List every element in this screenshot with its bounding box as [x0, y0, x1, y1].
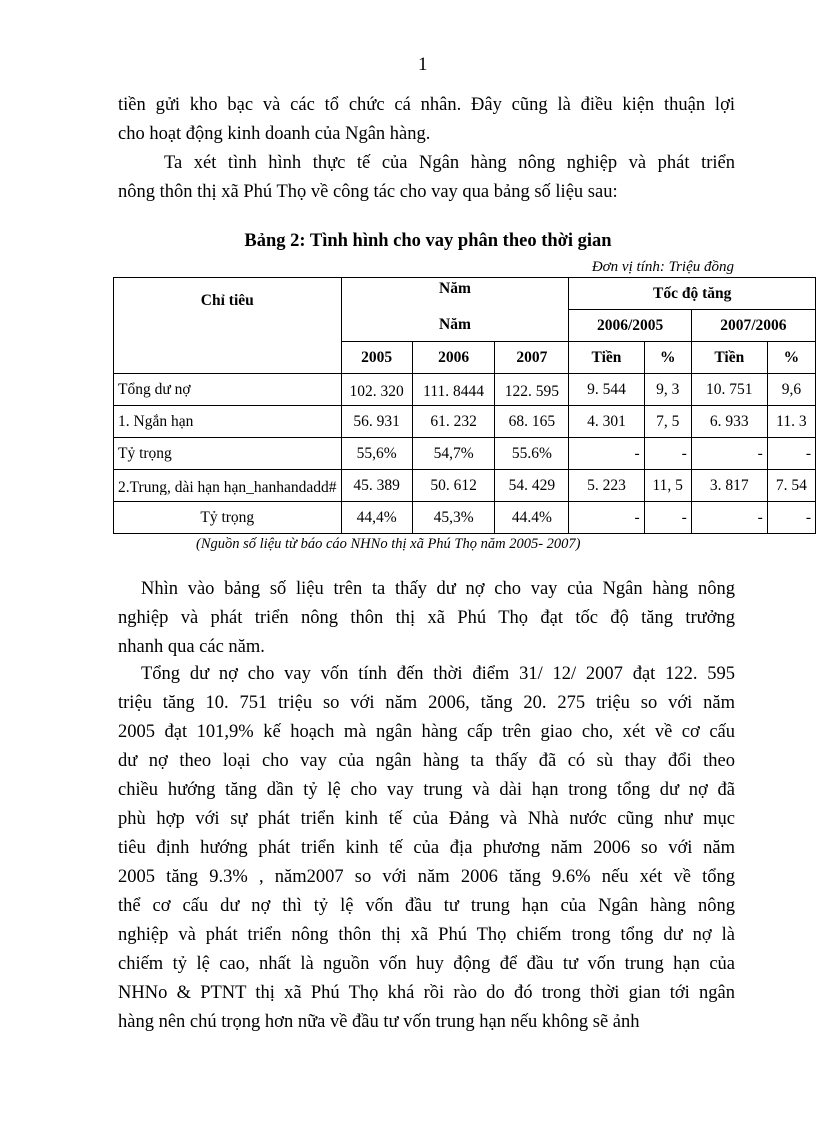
header-period-2007-2006: 2007/2006 [691, 310, 815, 342]
text-line: tiền gửi kho bạc và các tổ chức cá nhân. Đây cũng là điều kiện thuận lợi [118, 95, 735, 115]
table-title: Bảng 2: Tình hình cho vay phân theo thời gian [244, 231, 612, 251]
text-line: Tổng dư nợ cho vay vốn tính đến thời điểm 31/ 12/ 2007 đạt 122. 595 [141, 664, 735, 684]
table-row [114, 406, 816, 438]
cell-percent: 11, 5 [644, 470, 691, 502]
cell-money: 9. 544 [569, 374, 644, 406]
text-line: NHNo & PTNT thị xã Phú Thọ khá rồi rào do đó trong thời gian tới ngân [118, 983, 735, 1003]
header-2005: 2005 [341, 342, 412, 374]
header-percent: % [644, 342, 691, 374]
cell-2006: 45,3% [412, 502, 495, 534]
text-line: Ta xét tình hình thực tế của Ngân hàng nông nghiệp và phát triển [164, 153, 735, 173]
header-percent: % [767, 342, 815, 374]
cell-money: - [569, 502, 644, 534]
intro-paragraph-1 [118, 91, 735, 149]
cell-percent: 9,6 [767, 374, 815, 406]
text-line: Nhìn vào bảng số liệu trên ta thấy dư nợ cho vay của Ngân hàng nông [141, 579, 735, 599]
cell-2007: 44.4% [495, 502, 569, 534]
cell-money: 5. 223 [569, 470, 644, 502]
cell-value: 122. 595 [504, 382, 560, 399]
cell-2005: 45. 389 [341, 470, 412, 502]
text-line: nghiệp và phát triển nông thôn thị xã Phú Thọ chiếm trong tổng dư nợ là [118, 925, 735, 945]
row-label [114, 470, 342, 502]
text-line: dư nợ theo loại cho vay của ngân hàng ta thấy đã có sù thay đổi theo [118, 751, 735, 771]
cell-2007 [495, 374, 569, 406]
text-line: triệu tăng 10. 751 triệu so với năm 2006, tăng 20. 275 triệu so với năm [118, 693, 735, 713]
cell-percent: 9, 3 [644, 374, 691, 406]
row-label: Tỷ trọng [114, 502, 342, 534]
cell-value: 111. 8444 [423, 382, 485, 399]
text-line: cho hoạt động kinh doanh của Ngân hàng. [118, 124, 431, 144]
header-year-group [341, 278, 569, 342]
cell-percent: - [767, 438, 815, 470]
header-2006: 2006 [412, 342, 495, 374]
text-line: thể cơ cấu dư nợ thì tỷ lệ vốn đầu tư trung hạn của Ngân hàng nông [118, 896, 735, 916]
cell-money: 4. 301 [569, 406, 644, 438]
body-paragraph-1 [118, 575, 735, 662]
table-row [114, 374, 816, 406]
body-paragraph-2 [118, 660, 735, 1037]
header-year-sublabel: Năm [439, 316, 471, 333]
text-line: chiều hướng tăng dần tỷ lệ cho vay trung và dài hạn trong tổng dư nợ đã [118, 780, 735, 800]
text-line: chiếm tỷ lệ cao, nhất là nguồn vốn huy động để đầu tư vốn trung hạn của [118, 954, 735, 974]
header-money: Tiền [691, 342, 767, 374]
row-label: 1. Ngắn hạn [114, 406, 342, 438]
header-growth-group: Tốc độ tăng [569, 278, 816, 310]
cell-2006: 54,7% [412, 438, 495, 470]
cell-money: 3. 817 [691, 470, 767, 502]
cell-2006: 61. 232 [412, 406, 495, 438]
text-line: tiêu định hướng phát triển kinh tế của địa phương năm 2006 so với năm [118, 838, 735, 858]
header-money: Tiền [569, 342, 644, 374]
row-label: Tỷ trọng [114, 438, 342, 470]
header-2007: 2007 [495, 342, 569, 374]
cell-percent: - [767, 502, 815, 534]
cell-money: - [569, 438, 644, 470]
cell-2006 [412, 374, 495, 406]
table-row [114, 502, 816, 534]
cell-percent: 11. 3 [767, 406, 815, 438]
text-line: phù hợp với sự phát triển kinh tế của Đảng và Nhà nước cũng như mục [118, 809, 735, 829]
cell-2005: 56. 931 [341, 406, 412, 438]
table-row [114, 438, 816, 470]
loan-table [113, 277, 816, 534]
cell-2007: 54. 429 [495, 470, 569, 502]
text-line: 2005 tăng 9.3% , năm2007 so với năm 2006 tăng 9.6% nếu xét về tổng [118, 867, 735, 887]
cell-2005: 44,4% [341, 502, 412, 534]
cell-percent: 7, 5 [644, 406, 691, 438]
text-line: nhanh qua các năm. [118, 637, 265, 657]
cell-money: - [691, 438, 767, 470]
intro-paragraph-2 [118, 149, 735, 207]
cell-percent: - [644, 502, 691, 534]
unit-note: Đơn vị tính: Triệu đồng [591, 259, 734, 275]
cell-money: 10. 751 [691, 374, 767, 406]
cell-2007: 68. 165 [495, 406, 569, 438]
cell-value: 2.Trung, dài hạn hạn_hanhandadd# [118, 478, 337, 495]
row-label: Tổng dư nợ [114, 374, 342, 406]
table-header-row [114, 278, 816, 310]
cell-2005 [341, 374, 412, 406]
page-number: 1 [418, 54, 428, 75]
cell-2005: 55,6% [341, 438, 412, 470]
cell-money: 6. 933 [691, 406, 767, 438]
header-year-label: Năm [439, 280, 471, 297]
text-line: nghiệp và phát triển nông thôn thị xã Phú Thọ đạt tốc độ tăng trưởng [118, 608, 735, 628]
cell-percent: 7. 54 [767, 470, 815, 502]
cell-2006: 50. 612 [412, 470, 495, 502]
header-indicator: Chỉ tiêu [114, 278, 342, 374]
table-row [114, 470, 816, 502]
cell-2007: 55.6% [495, 438, 569, 470]
cell-percent: - [644, 438, 691, 470]
source-note: (Nguồn số liệu từ báo cáo NHNo thị xã Phú Thọ năm 2005- 2007) [196, 536, 581, 552]
text-line: nông thôn thị xã Phú Thọ về công tác cho vay qua bảng số liệu sau: [118, 182, 618, 202]
text-line: hàng nên chú trọng hơn nữa về đầu tư vốn trung hạn nếu không sẽ ảnh [118, 1012, 640, 1032]
text-line: 2005 đạt 101,9% kế hoạch mà ngân hàng cấp trên giao cho, xét về cơ cấu [118, 722, 735, 742]
cell-value: 102. 320 [349, 382, 404, 399]
header-period-2006-2005: 2006/2005 [569, 310, 691, 342]
cell-money: - [691, 502, 767, 534]
